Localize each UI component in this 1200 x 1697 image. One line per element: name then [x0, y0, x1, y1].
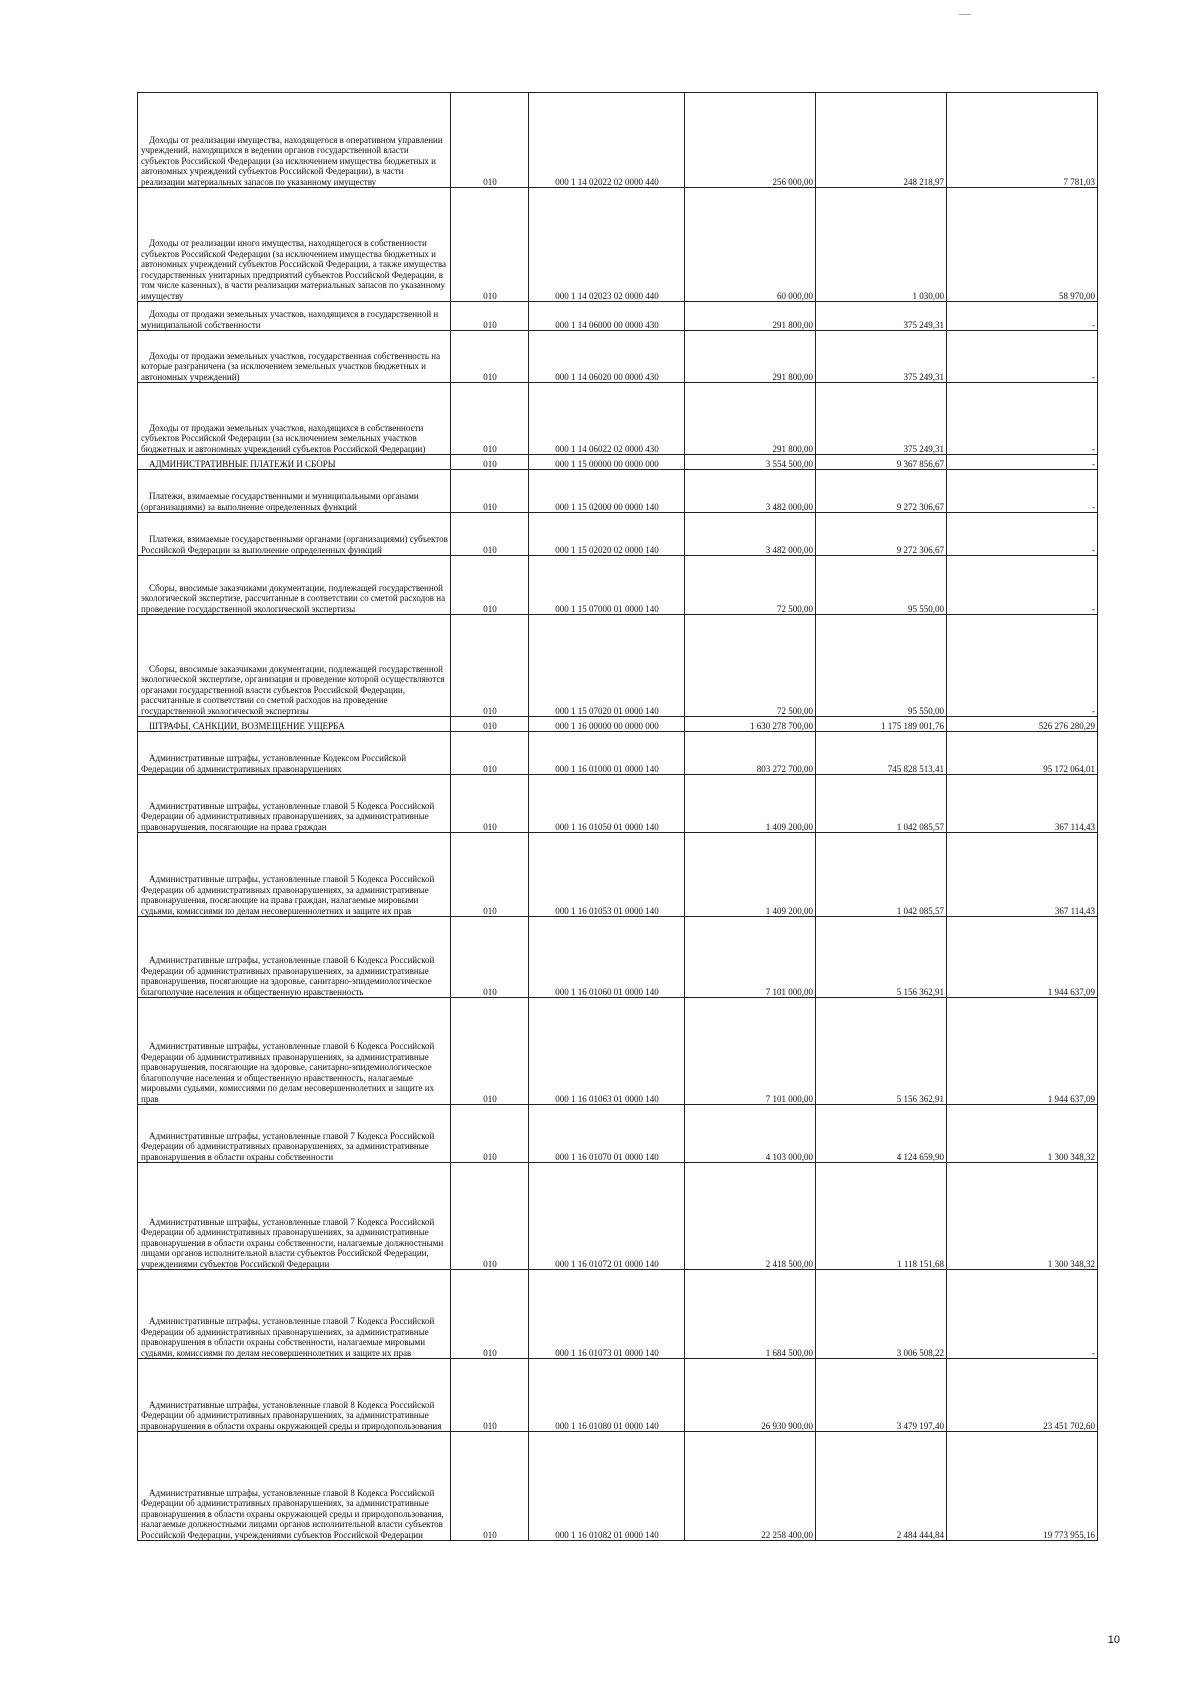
row-plan-amount: 26 930 900,00 — [685, 1359, 816, 1432]
row-name: Доходы от продажи земельных участков, государственная собственность на которые разграничена (за исключением земельных участков бюджетных и автономных учреждений) — [138, 331, 451, 383]
row-name: АДМИНИСТРАТИВНЫЕ ПЛАТЕЖИ И СБОРЫ — [138, 455, 451, 470]
row-admin-code: 010 — [451, 732, 529, 775]
row-executed-amount: 1 175 189 001,76 — [816, 717, 947, 732]
row-plan-amount: 4 103 000,00 — [685, 1105, 816, 1163]
row-remaining-amount: 58 970,00 — [947, 188, 1098, 302]
row-admin-code: 010 — [451, 331, 529, 383]
row-budget-code: 000 1 16 01050 01 0000 140 — [529, 775, 685, 833]
table-row — [138, 383, 1098, 455]
row-admin-code: 010 — [451, 513, 529, 556]
row-name: Административные штрафы, установленные главой 6 Кодекса Российской Федерации об административных правонарушениях, за административные правонарушения, посягающие на здоровье, санитарно-эпидемиологическое благополучие населения и общественную нравственность, налагаемые мировыми судьями, комиссиями по делам несовершеннолетних и защите их прав — [138, 998, 451, 1105]
row-admin-code: 010 — [451, 1163, 529, 1270]
row-executed-amount: 745 828 513,41 — [816, 732, 947, 775]
row-remaining-amount: 367 114,43 — [947, 775, 1098, 833]
row-remaining-amount: - — [947, 302, 1098, 331]
row-budget-code: 000 1 14 06000 00 0000 430 — [529, 302, 685, 331]
row-name: Сборы, вносимые заказчиками документации, подлежащей государственной экологической экспертизе, рассчитанные в соответствии со сметой расходов на проведение государственной экологической экспертизы — [138, 556, 451, 615]
row-admin-code: 010 — [451, 615, 529, 717]
row-remaining-amount: 1 300 348,32 — [947, 1163, 1098, 1270]
row-executed-amount: 9 272 306,67 — [816, 513, 947, 556]
row-admin-code: 010 — [451, 383, 529, 455]
row-admin-code: 010 — [451, 1359, 529, 1432]
row-plan-amount: 60 000,00 — [685, 188, 816, 302]
row-admin-code: 010 — [451, 717, 529, 732]
row-remaining-amount: 526 276 280,29 — [947, 717, 1098, 732]
table-row — [138, 998, 1098, 1105]
row-plan-amount: 1 630 278 700,00 — [685, 717, 816, 732]
table-body — [138, 93, 1098, 1541]
row-executed-amount: 3 479 197,40 — [816, 1359, 947, 1432]
row-executed-amount: 9 367 856,67 — [816, 455, 947, 470]
row-plan-amount: 7 101 000,00 — [685, 998, 816, 1105]
row-budget-code: 000 1 14 02023 02 0000 440 — [529, 188, 685, 302]
row-name: Административные штрафы, установленные Кодексом Российской Федерации об административных правонарушениях — [138, 732, 451, 775]
row-plan-amount: 22 258 400,00 — [685, 1432, 816, 1541]
row-executed-amount: 5 156 362,91 — [816, 998, 947, 1105]
row-budget-code: 000 1 14 06022 02 0000 430 — [529, 383, 685, 455]
table-row — [138, 732, 1098, 775]
row-executed-amount: 5 156 362,91 — [816, 917, 947, 998]
row-name: Административные штрафы, установленные главой 5 Кодекса Российской Федерации об административных правонарушениях, за административные правонарушения, посягающие на права граждан — [138, 775, 451, 833]
row-admin-code: 010 — [451, 998, 529, 1105]
row-name: Доходы от реализации имущества, находящегося в оперативном управлении учреждений, находящихся в ведении органов государственной власти субъектов Российской Федерации (за исключением имущества бюджетных и автономных учреждений субъектов Российской Федерации), в части реализации материальных запасов по указанному имуществу — [138, 93, 451, 188]
row-remaining-amount: - — [947, 383, 1098, 455]
page-number: 10 — [1107, 1634, 1120, 1646]
row-budget-code: 000 1 16 01070 01 0000 140 — [529, 1105, 685, 1163]
table-row — [138, 513, 1098, 556]
table-row — [138, 470, 1098, 513]
row-admin-code: 010 — [451, 775, 529, 833]
table-row — [138, 1359, 1098, 1432]
row-remaining-amount: - — [947, 455, 1098, 470]
table-row — [138, 93, 1098, 188]
revenue-table — [137, 92, 1098, 1541]
row-plan-amount: 1 409 200,00 — [685, 833, 816, 917]
row-executed-amount: 95 550,00 — [816, 556, 947, 615]
row-executed-amount: 1 042 085,57 — [816, 775, 947, 833]
row-budget-code: 000 1 15 07020 01 0000 140 — [529, 615, 685, 717]
row-name: Административные штрафы, установленные главой 8 Кодекса Российской Федерации об административных правонарушениях, за административные правонарушения в области охраны окружающей среды и природопользования, налагаемые должностными лицами органов исполнительной власти субъектов Российской Федерации, учреждениями субъектов Российской Федерации — [138, 1432, 451, 1541]
table-row — [138, 917, 1098, 998]
table-row — [138, 188, 1098, 302]
row-remaining-amount: 7 781,03 — [947, 93, 1098, 188]
table-row — [138, 833, 1098, 917]
row-budget-code: 000 1 16 01073 01 0000 140 — [529, 1270, 685, 1359]
table-row — [138, 1432, 1098, 1541]
row-budget-code: 000 1 15 00000 00 0000 000 — [529, 455, 685, 470]
row-admin-code: 010 — [451, 556, 529, 615]
row-plan-amount: 256 000,00 — [685, 93, 816, 188]
row-budget-code: 000 1 14 06020 00 0000 430 — [529, 331, 685, 383]
row-name: Доходы от продажи земельных участков, находящихся в государственной и муниципальной собственности — [138, 302, 451, 331]
row-name: Административные штрафы, установленные главой 7 Кодекса Российской Федерации об административных правонарушениях, за административные правонарушения в области охраны собственности, налагаемые мировыми судьями, комиссиями по делам несовершеннолетних и защите их прав — [138, 1270, 451, 1359]
row-remaining-amount: - — [947, 615, 1098, 717]
row-executed-amount: 1 118 151,68 — [816, 1163, 947, 1270]
row-plan-amount: 291 800,00 — [685, 331, 816, 383]
row-budget-code: 000 1 16 01053 01 0000 140 — [529, 833, 685, 917]
row-remaining-amount: 19 773 955,16 — [947, 1432, 1098, 1541]
row-name: Доходы от продажи земельных участков, находящихся в собственности субъектов Российской Федерации (за исключением земельных участков бюджетных и автономных учреждений субъектов Российской Федерации) — [138, 383, 451, 455]
table-row — [138, 1105, 1098, 1163]
row-admin-code: 010 — [451, 455, 529, 470]
row-admin-code: 010 — [451, 833, 529, 917]
row-plan-amount: 7 101 000,00 — [685, 917, 816, 998]
row-budget-code: 000 1 15 02000 00 0000 140 — [529, 470, 685, 513]
row-admin-code: 010 — [451, 470, 529, 513]
row-executed-amount: 375 249,31 — [816, 331, 947, 383]
table-row — [138, 615, 1098, 717]
row-budget-code: 000 1 16 01082 01 0000 140 — [529, 1432, 685, 1541]
table-row — [138, 302, 1098, 331]
row-remaining-amount: 95 172 064,01 — [947, 732, 1098, 775]
row-name: Административные штрафы, установленные главой 7 Кодекса Российской Федерации об административных правонарушениях, за административные правонарушения в области охраны собственности, налагаемые должностными лицами органов исполнительной власти субъектов Российской Федерации, учреждениями субъектов Российской Федерации — [138, 1163, 451, 1270]
row-admin-code: 010 — [451, 917, 529, 998]
row-admin-code: 010 — [451, 302, 529, 331]
row-name: Административные штрафы, установленные главой 7 Кодекса Российской Федерации об административных правонарушениях, за административные правонарушения в области охраны собственности — [138, 1105, 451, 1163]
row-remaining-amount: - — [947, 331, 1098, 383]
table-row — [138, 717, 1098, 732]
row-plan-amount: 3 482 000,00 — [685, 470, 816, 513]
row-budget-code: 000 1 16 01063 01 0000 140 — [529, 998, 685, 1105]
row-plan-amount: 1 409 200,00 — [685, 775, 816, 833]
table-row — [138, 775, 1098, 833]
row-name: Административные штрафы, установленные главой 8 Кодекса Российской Федерации об административных правонарушениях, за административные правонарушения в области охраны окружающей среды и природопользования — [138, 1359, 451, 1432]
row-remaining-amount: 1 944 637,09 — [947, 917, 1098, 998]
row-name: Административные штрафы, установленные главой 5 Кодекса Российской Федерации об административных правонарушениях, за административные правонарушения, посягающие на права граждан, налагаемые мировыми судьями, комиссиями по делам несовершеннолетних и защите их прав — [138, 833, 451, 917]
row-admin-code: 010 — [451, 1105, 529, 1163]
row-plan-amount: 1 684 500,00 — [685, 1270, 816, 1359]
row-name: Доходы от реализации иного имущества, находящегося в собственности субъектов Российской Федерации (за исключением имущества бюджетных и автономных учреждений субъектов Российской Федерации, а также имущества государственных унитарных предприятий субъектов Российской Федерации, в том числе казенных), в части реализации материальных запасов по указанному имуществу — [138, 188, 451, 302]
row-budget-code: 000 1 16 01072 01 0000 140 — [529, 1163, 685, 1270]
row-remaining-amount: 1 944 637,09 — [947, 998, 1098, 1105]
row-remaining-amount: - — [947, 513, 1098, 556]
row-plan-amount: 291 800,00 — [685, 302, 816, 331]
row-executed-amount: 4 124 659,90 — [816, 1105, 947, 1163]
row-plan-amount: 803 272 700,00 — [685, 732, 816, 775]
row-budget-code: 000 1 16 01060 01 0000 140 — [529, 917, 685, 998]
table-row — [138, 556, 1098, 615]
row-executed-amount: 1 042 085,57 — [816, 833, 947, 917]
row-name: ШТРАФЫ, САНКЦИИ, ВОЗМЕЩЕНИЕ УЩЕРБА — [138, 717, 451, 732]
table-row — [138, 1270, 1098, 1359]
row-plan-amount: 72 500,00 — [685, 556, 816, 615]
scan-mark — [959, 14, 971, 15]
row-admin-code: 010 — [451, 188, 529, 302]
row-name: Платежи, взимаемые государственными и муниципальными органами (организациями) за выполнение определенных функций — [138, 470, 451, 513]
row-remaining-amount: 367 114,43 — [947, 833, 1098, 917]
row-executed-amount: 248 218,97 — [816, 93, 947, 188]
row-admin-code: 010 — [451, 1432, 529, 1541]
table-row — [138, 455, 1098, 470]
row-budget-code: 000 1 16 01080 01 0000 140 — [529, 1359, 685, 1432]
row-budget-code: 000 1 15 02020 02 0000 140 — [529, 513, 685, 556]
row-remaining-amount: - — [947, 1270, 1098, 1359]
row-remaining-amount: - — [947, 556, 1098, 615]
row-plan-amount: 291 800,00 — [685, 383, 816, 455]
row-executed-amount: 95 550,00 — [816, 615, 947, 717]
row-plan-amount: 3 554 500,00 — [685, 455, 816, 470]
row-admin-code: 010 — [451, 1270, 529, 1359]
row-executed-amount: 2 484 444,84 — [816, 1432, 947, 1541]
row-executed-amount: 375 249,31 — [816, 383, 947, 455]
row-remaining-amount: 23 451 702,60 — [947, 1359, 1098, 1432]
table-row — [138, 1163, 1098, 1270]
row-budget-code: 000 1 16 00000 00 0000 000 — [529, 717, 685, 732]
row-executed-amount: 375 249,31 — [816, 302, 947, 331]
row-admin-code: 010 — [451, 93, 529, 188]
row-executed-amount: 3 006 508,22 — [816, 1270, 947, 1359]
row-name: Административные штрафы, установленные главой 6 Кодекса Российской Федерации об административных правонарушениях, за административные правонарушения, посягающие на здоровье, санитарно-эпидемиологическое благополучие населения и общественную нравственность — [138, 917, 451, 998]
row-executed-amount: 1 030,00 — [816, 188, 947, 302]
row-plan-amount: 72 500,00 — [685, 615, 816, 717]
row-executed-amount: 9 272 306,67 — [816, 470, 947, 513]
row-plan-amount: 2 418 500,00 — [685, 1163, 816, 1270]
row-name: Сборы, вносимые заказчиками документации, подлежащей государственной экологической экспертизе, организация и проведение которой осуществляются органами государственной власти субъектов Российской Федерации, рассчитанные в соответствии со сметой расходов на проведение государственной экологической экспертизы — [138, 615, 451, 717]
row-remaining-amount: 1 300 348,32 — [947, 1105, 1098, 1163]
row-budget-code: 000 1 15 07000 01 0000 140 — [529, 556, 685, 615]
row-budget-code: 000 1 16 01000 01 0000 140 — [529, 732, 685, 775]
row-remaining-amount: - — [947, 470, 1098, 513]
row-plan-amount: 3 482 000,00 — [685, 513, 816, 556]
row-budget-code: 000 1 14 02022 02 0000 440 — [529, 93, 685, 188]
row-name: Платежи, взимаемые государственными органами (организациями) субъектов Российской Федерации за выполнение определенных функций — [138, 513, 451, 556]
table-row — [138, 331, 1098, 383]
